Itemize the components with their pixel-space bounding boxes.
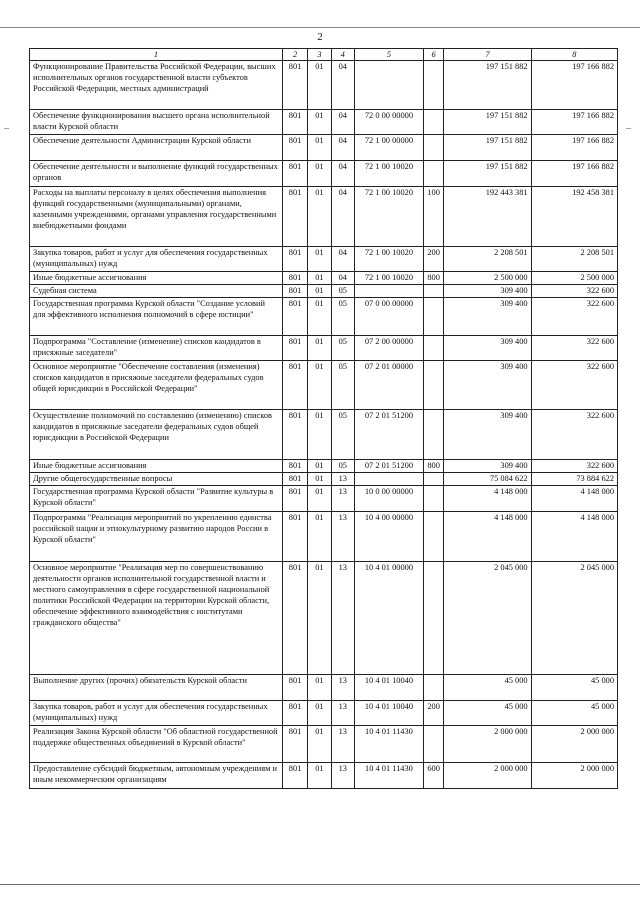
row-subsection-cell: 05 xyxy=(331,361,354,410)
row-name-cell: Подпрограмма "Реализация мероприятий по укреплению единства российской нации и этнокультурному развитию народов России в Курской области" xyxy=(30,512,283,562)
row-target-article-cell: 07 2 01 00000 xyxy=(354,361,423,410)
row-expense-type-cell: 800 xyxy=(423,460,443,473)
table-row xyxy=(30,486,618,512)
table-row xyxy=(30,701,618,726)
table-row xyxy=(30,285,618,298)
row-section-cell: 01 xyxy=(308,726,331,763)
table-row xyxy=(30,298,618,336)
row-amount-year2-cell: 45 000 xyxy=(531,701,617,726)
header-row xyxy=(30,49,618,61)
row-amount-year1-cell: 2 000 000 xyxy=(444,726,531,763)
row-expense-type-cell: 600 xyxy=(423,763,443,789)
row-name-cell: Обеспечение деятельности и выполнение функций государственных органов xyxy=(30,161,283,187)
row-code-cell: 801 xyxy=(282,110,307,135)
row-name-cell: Реализация Закона Курской области "Об областной государственной поддержке общественных объединений в Курской области" xyxy=(30,726,283,763)
row-amount-year1-cell: 2 208 501 xyxy=(444,247,531,272)
table-row xyxy=(30,512,618,562)
row-code-cell: 801 xyxy=(282,512,307,562)
row-amount-year2-cell: 197 166 882 xyxy=(531,61,617,110)
row-expense-type-cell xyxy=(423,285,443,298)
row-expense-type-cell: 800 xyxy=(423,272,443,285)
row-target-article-cell: 10 4 01 11430 xyxy=(354,763,423,789)
table-row xyxy=(30,336,618,361)
row-expense-type-cell xyxy=(423,726,443,763)
row-amount-year2-cell: 2 000 000 xyxy=(531,726,617,763)
row-expense-type-cell xyxy=(423,336,443,361)
row-amount-year1-cell: 4 148 000 xyxy=(444,486,531,512)
row-subsection-cell: 13 xyxy=(331,512,354,562)
header-cell: 1 xyxy=(30,49,283,61)
page-number: 2 xyxy=(317,31,323,43)
row-target-article-cell: 10 4 01 10040 xyxy=(354,675,423,701)
row-expense-type-cell xyxy=(423,512,443,562)
row-code-cell: 801 xyxy=(282,298,307,336)
row-subsection-cell: 04 xyxy=(331,187,354,247)
row-expense-type-cell xyxy=(423,486,443,512)
row-section-cell: 01 xyxy=(308,675,331,701)
row-amount-year2-cell: 2 045 000 xyxy=(531,562,617,675)
row-section-cell: 01 xyxy=(308,285,331,298)
row-section-cell: 01 xyxy=(308,336,331,361)
row-name-cell: Основное мероприятие "Обеспечение составления (изменения) списков кандидатов в присяжные заседатели федеральных судов общей юрисдикции в Российской Федерации" xyxy=(30,361,283,410)
table-row xyxy=(30,110,618,135)
row-subsection-cell: 13 xyxy=(331,675,354,701)
header-cell: 2 xyxy=(282,49,307,61)
row-code-cell: 801 xyxy=(282,410,307,460)
row-name-cell: Иные бюджетные ассигнования xyxy=(30,272,283,285)
row-section-cell: 01 xyxy=(308,135,331,161)
right-margin-mark: – xyxy=(626,123,631,134)
row-amount-year2-cell: 197 166 882 xyxy=(531,161,617,187)
row-subsection-cell: 04 xyxy=(331,110,354,135)
row-code-cell: 801 xyxy=(282,361,307,410)
row-section-cell: 01 xyxy=(308,701,331,726)
row-target-article-cell: 07 2 01 51200 xyxy=(354,460,423,473)
row-target-article-cell xyxy=(354,61,423,110)
row-subsection-cell: 04 xyxy=(331,61,354,110)
row-target-article-cell: 72 0 00 00000 xyxy=(354,110,423,135)
row-section-cell: 01 xyxy=(308,512,331,562)
row-section-cell: 01 xyxy=(308,298,331,336)
row-amount-year1-cell: 309 400 xyxy=(444,460,531,473)
table-row xyxy=(30,473,618,486)
header-cell: 8 xyxy=(531,49,617,61)
table-row xyxy=(30,187,618,247)
row-name-cell: Судебная система xyxy=(30,285,283,298)
row-expense-type-cell xyxy=(423,473,443,486)
table-row xyxy=(30,460,618,473)
row-name-cell: Иные бюджетные ассигнования xyxy=(30,460,283,473)
row-amount-year2-cell: 197 166 882 xyxy=(531,110,617,135)
row-code-cell: 801 xyxy=(282,562,307,675)
row-amount-year1-cell: 45 000 xyxy=(444,675,531,701)
row-expense-type-cell xyxy=(423,161,443,187)
row-subsection-cell: 13 xyxy=(331,473,354,486)
row-code-cell: 801 xyxy=(282,701,307,726)
row-target-article-cell: 10 0 00 00000 xyxy=(354,486,423,512)
row-expense-type-cell xyxy=(423,562,443,675)
row-section-cell: 01 xyxy=(308,161,331,187)
row-name-cell: Выполнение других (прочих) обязательств Курской области xyxy=(30,675,283,701)
row-amount-year2-cell: 322 600 xyxy=(531,298,617,336)
table-row xyxy=(30,61,618,110)
row-amount-year2-cell: 192 458 381 xyxy=(531,187,617,247)
row-expense-type-cell xyxy=(423,410,443,460)
table-row xyxy=(30,135,618,161)
row-target-article-cell xyxy=(354,473,423,486)
row-expense-type-cell xyxy=(423,110,443,135)
row-name-cell: Функционирование Правительства Российской Федерации, высших исполнительных органов государственной власти субъектов Российской Федерации, местных администраций xyxy=(30,61,283,110)
row-expense-type-cell: 200 xyxy=(423,701,443,726)
row-amount-year1-cell: 197 151 882 xyxy=(444,161,531,187)
row-name-cell: Предоставление субсидий бюджетным, автономным учреждениям и иным некоммерческим организациям xyxy=(30,763,283,789)
table-row xyxy=(30,247,618,272)
row-target-article-cell: 07 2 00 00000 xyxy=(354,336,423,361)
row-subsection-cell: 04 xyxy=(331,272,354,285)
table-row xyxy=(30,361,618,410)
row-amount-year2-cell: 322 600 xyxy=(531,410,617,460)
row-name-cell: Подпрограмма "Составление (изменение) списков кандидатов в присяжные заседатели" xyxy=(30,336,283,361)
row-section-cell: 01 xyxy=(308,763,331,789)
row-name-cell: Основное мероприятие "Реализация мер по совершенствованию деятельности органов исполнительной государственной власти и местного самоуправления в сфере государственной национальной политики Российской Федерации на территории Курской области, обеспечение эффективного взаимодействия с институтами гражданского общества" xyxy=(30,562,283,675)
row-subsection-cell: 13 xyxy=(331,562,354,675)
row-amount-year1-cell: 309 400 xyxy=(444,410,531,460)
table-row xyxy=(30,272,618,285)
row-expense-type-cell xyxy=(423,675,443,701)
row-amount-year1-cell: 2 045 000 xyxy=(444,562,531,675)
row-section-cell: 01 xyxy=(308,460,331,473)
row-subsection-cell: 13 xyxy=(331,763,354,789)
top-rule xyxy=(0,27,640,28)
row-target-article-cell: 72 1 00 00000 xyxy=(354,135,423,161)
row-code-cell: 801 xyxy=(282,247,307,272)
row-code-cell: 801 xyxy=(282,61,307,110)
row-amount-year2-cell: 197 166 882 xyxy=(531,135,617,161)
row-section-cell: 01 xyxy=(308,272,331,285)
row-amount-year1-cell: 192 443 381 xyxy=(444,187,531,247)
row-target-article-cell: 10 4 01 00000 xyxy=(354,562,423,675)
row-subsection-cell: 04 xyxy=(331,161,354,187)
row-name-cell: Закупка товаров, работ и услуг для обеспечения государственных (муниципальных) нужд xyxy=(30,701,283,726)
row-code-cell: 801 xyxy=(282,272,307,285)
row-amount-year2-cell: 4 148 000 xyxy=(531,512,617,562)
row-target-article-cell: 10 4 00 00000 xyxy=(354,512,423,562)
row-amount-year1-cell: 197 151 882 xyxy=(444,135,531,161)
row-name-cell: Закупка товаров, работ и услуг для обеспечения государственных (муниципальных) нужд xyxy=(30,247,283,272)
row-amount-year1-cell: 309 400 xyxy=(444,285,531,298)
row-amount-year1-cell: 2 500 000 xyxy=(444,272,531,285)
left-margin-mark: – xyxy=(4,123,9,134)
row-amount-year2-cell: 322 600 xyxy=(531,460,617,473)
row-amount-year1-cell: 309 400 xyxy=(444,361,531,410)
table-row xyxy=(30,410,618,460)
row-amount-year2-cell: 2 500 000 xyxy=(531,272,617,285)
row-section-cell: 01 xyxy=(308,562,331,675)
row-expense-type-cell xyxy=(423,298,443,336)
row-subsection-cell: 05 xyxy=(331,336,354,361)
row-code-cell: 801 xyxy=(282,763,307,789)
row-code-cell: 801 xyxy=(282,187,307,247)
row-target-article-cell: 72 1 00 10020 xyxy=(354,161,423,187)
row-section-cell: 01 xyxy=(308,473,331,486)
row-section-cell: 01 xyxy=(308,486,331,512)
row-section-cell: 01 xyxy=(308,361,331,410)
header-cell: 4 xyxy=(331,49,354,61)
row-name-cell: Обеспечение функционирования высшего органа исполнительной власти Курской области xyxy=(30,110,283,135)
row-subsection-cell: 04 xyxy=(331,247,354,272)
row-target-article-cell: 72 1 00 10020 xyxy=(354,247,423,272)
row-name-cell: Другие общегосударственные вопросы xyxy=(30,473,283,486)
row-name-cell: Расходы на выплаты персоналу в целях обеспечения выполнения функций государственными (муниципальными) органами, казенными учреждениями, органами управления государственными внебюджетными фондами xyxy=(30,187,283,247)
row-amount-year1-cell: 309 400 xyxy=(444,298,531,336)
row-target-article-cell xyxy=(354,285,423,298)
row-amount-year2-cell: 322 600 xyxy=(531,285,617,298)
row-amount-year2-cell: 45 000 xyxy=(531,675,617,701)
row-code-cell: 801 xyxy=(282,726,307,763)
row-section-cell: 01 xyxy=(308,410,331,460)
row-amount-year1-cell: 4 148 000 xyxy=(444,512,531,562)
row-subsection-cell: 05 xyxy=(331,298,354,336)
row-code-cell: 801 xyxy=(282,336,307,361)
row-name-cell: Государственная программа Курской области "Развитие культуры в Курской области" xyxy=(30,486,283,512)
row-target-article-cell: 10 4 01 11430 xyxy=(354,726,423,763)
row-code-cell: 801 xyxy=(282,486,307,512)
row-code-cell: 801 xyxy=(282,473,307,486)
row-section-cell: 01 xyxy=(308,61,331,110)
table-row xyxy=(30,726,618,763)
table-row xyxy=(30,763,618,789)
row-target-article-cell: 07 2 01 51200 xyxy=(354,410,423,460)
row-section-cell: 01 xyxy=(308,187,331,247)
table-row xyxy=(30,161,618,187)
table-row xyxy=(30,675,618,701)
row-name-cell: Государственная программа Курской области "Создание условий для эффективного исполнения полномочий в сфере юстиции" xyxy=(30,298,283,336)
row-target-article-cell: 72 1 00 10020 xyxy=(354,187,423,247)
row-expense-type-cell xyxy=(423,135,443,161)
header-cell: 5 xyxy=(354,49,423,61)
row-amount-year2-cell: 322 600 xyxy=(531,361,617,410)
row-amount-year1-cell: 197 151 882 xyxy=(444,110,531,135)
row-section-cell: 01 xyxy=(308,110,331,135)
header-cell: 6 xyxy=(423,49,443,61)
row-name-cell: Осуществление полномочий по составлению (изменению) списков кандидатов в присяжные заседатели федеральных судов общей юрисдикции в Российской Федерации xyxy=(30,410,283,460)
row-amount-year1-cell: 197 151 882 xyxy=(444,61,531,110)
row-subsection-cell: 05 xyxy=(331,285,354,298)
bottom-rule xyxy=(0,884,640,885)
row-amount-year1-cell: 309 400 xyxy=(444,336,531,361)
row-subsection-cell: 04 xyxy=(331,135,354,161)
row-code-cell: 801 xyxy=(282,135,307,161)
row-code-cell: 801 xyxy=(282,285,307,298)
row-subsection-cell: 13 xyxy=(331,486,354,512)
row-amount-year1-cell: 2 000 000 xyxy=(444,763,531,789)
row-expense-type-cell: 100 xyxy=(423,187,443,247)
row-amount-year2-cell: 2 208 501 xyxy=(531,247,617,272)
row-subsection-cell: 13 xyxy=(331,726,354,763)
row-amount-year2-cell: 73 884 622 xyxy=(531,473,617,486)
row-subsection-cell: 13 xyxy=(331,701,354,726)
row-amount-year1-cell: 75 084 622 xyxy=(444,473,531,486)
row-amount-year2-cell: 4 148 000 xyxy=(531,486,617,512)
row-code-cell: 801 xyxy=(282,460,307,473)
row-amount-year2-cell: 322 600 xyxy=(531,336,617,361)
row-code-cell: 801 xyxy=(282,675,307,701)
row-target-article-cell: 10 4 01 10040 xyxy=(354,701,423,726)
row-amount-year1-cell: 45 000 xyxy=(444,701,531,726)
row-code-cell: 801 xyxy=(282,161,307,187)
row-subsection-cell: 05 xyxy=(331,410,354,460)
row-subsection-cell: 05 xyxy=(331,460,354,473)
header-cell: 7 xyxy=(444,49,531,61)
row-name-cell: Обеспечение деятельности Администрации Курской области xyxy=(30,135,283,161)
row-expense-type-cell xyxy=(423,361,443,410)
row-section-cell: 01 xyxy=(308,247,331,272)
header-cell: 3 xyxy=(308,49,331,61)
row-expense-type-cell: 200 xyxy=(423,247,443,272)
row-target-article-cell: 07 0 00 00000 xyxy=(354,298,423,336)
row-amount-year2-cell: 2 000 000 xyxy=(531,763,617,789)
table-row xyxy=(30,562,618,675)
row-expense-type-cell xyxy=(423,61,443,110)
row-target-article-cell: 72 1 00 10020 xyxy=(354,272,423,285)
budget-table xyxy=(29,48,618,789)
